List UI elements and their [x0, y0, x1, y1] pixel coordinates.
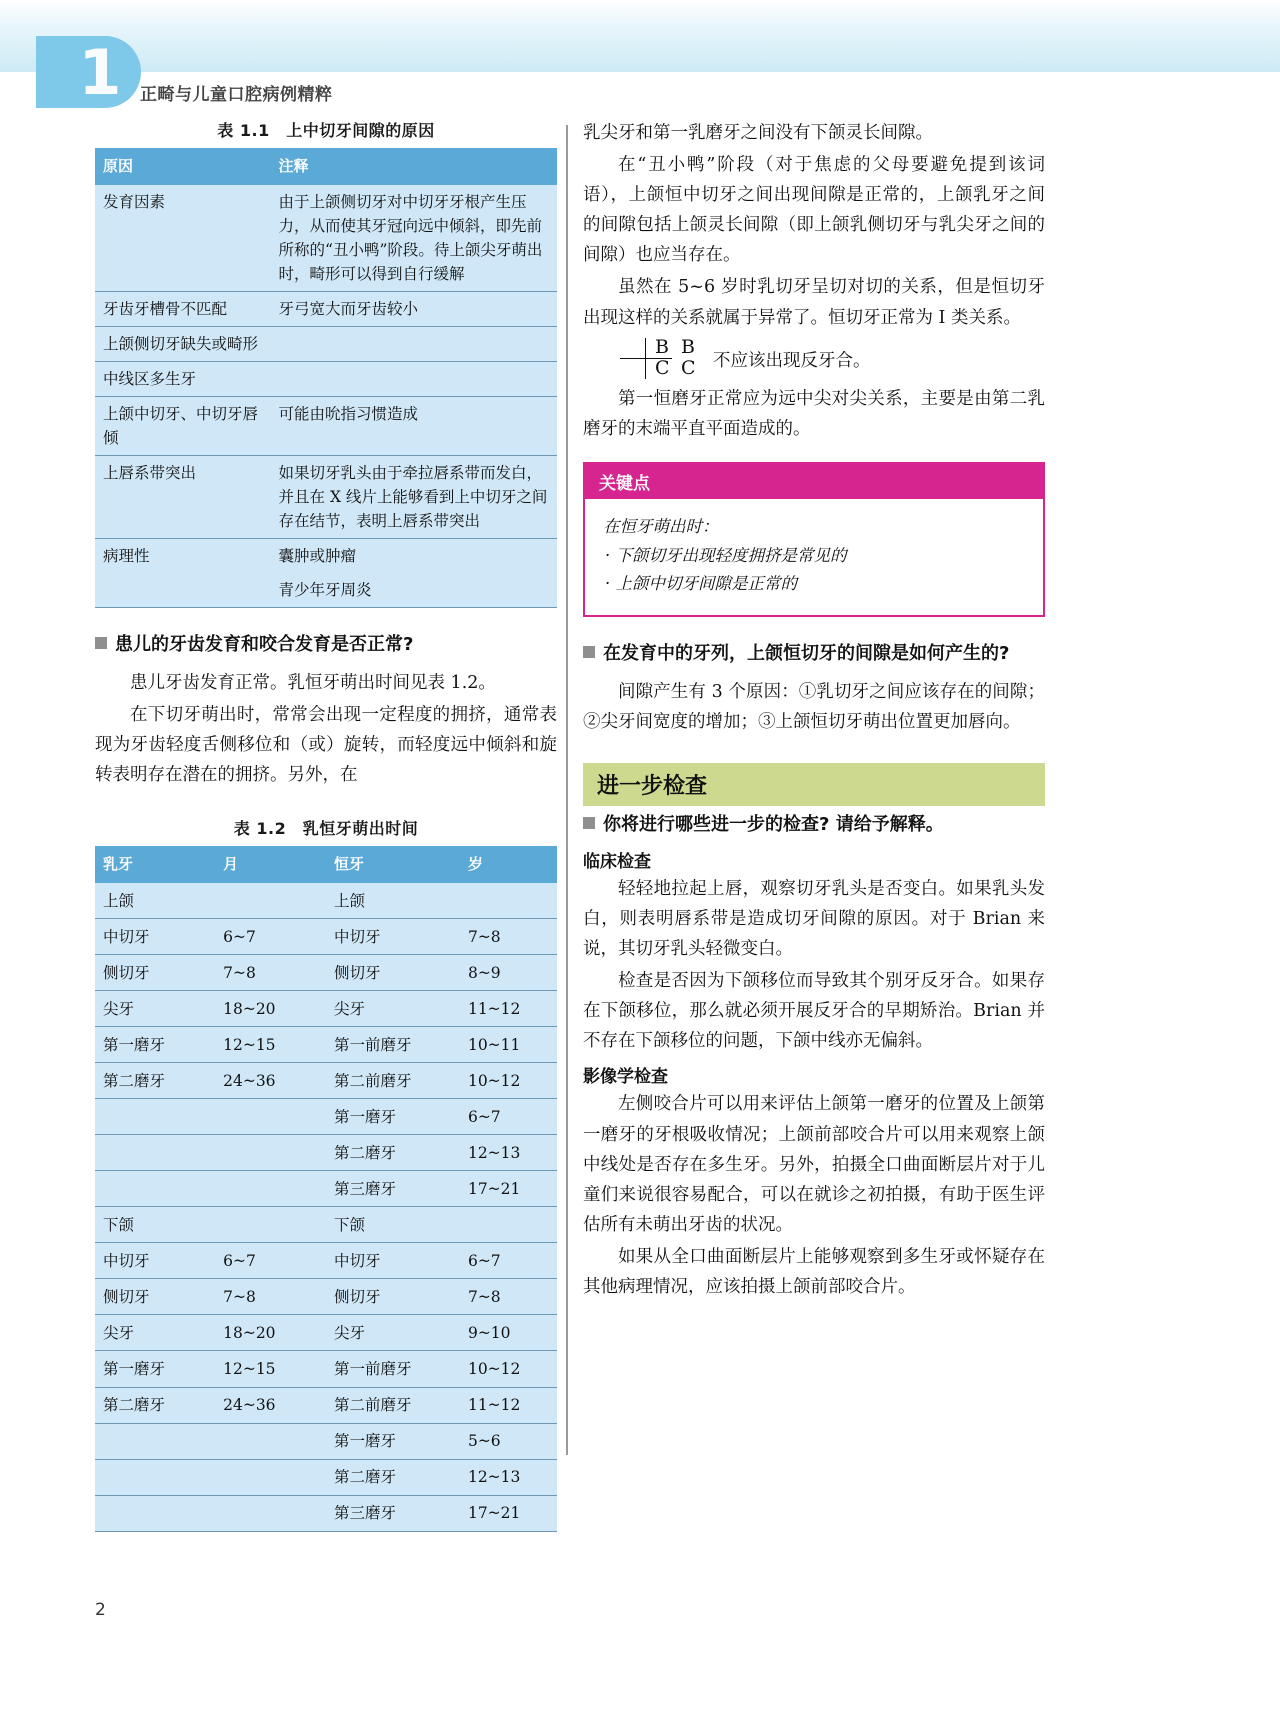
table-row: [95, 1207, 557, 1243]
cell-cause: 病理性: [95, 539, 271, 574]
cell-years: 10~12: [460, 1351, 557, 1387]
table-row: [95, 1171, 557, 1207]
cell-permanent-tooth: 第二磨牙: [326, 1135, 460, 1171]
cell-primary-tooth: [95, 1171, 215, 1207]
notation-bottom-row: [620, 356, 696, 379]
cell-cause: 中线区多生牙: [95, 362, 271, 397]
column-header-primary-tooth: 乳牙: [95, 846, 215, 883]
cell-primary-tooth: 第二磨牙: [95, 1387, 215, 1423]
cell-years: 10~12: [460, 1063, 557, 1099]
cell-permanent-tooth: 第二磨牙: [326, 1459, 460, 1495]
table-1-2-caption: 表 1.2 乳恒牙萌出时间: [233, 819, 419, 839]
left-column: [95, 118, 557, 1532]
cell-permanent-tooth: 第三磨牙: [326, 1171, 460, 1207]
table-row: [95, 1135, 557, 1171]
table-row: [95, 292, 557, 327]
paragraph: 在“丑小鸭”阶段（对于焦虑的父母要避免提到该词语），上颌恒中切牙之间出现间隙是正常的，上颌乳牙之间的间隙包括上颌灵长间隙（即上颌乳侧切牙与乳尖牙之间的间隙）也应当存在。: [583, 155, 1045, 266]
cell-months: 18~20: [215, 991, 326, 1027]
table-1-2: [95, 846, 557, 1532]
question-heading-1-text: 患儿的牙齿发育和咬合发育是否正常?: [115, 634, 414, 656]
cell-note: 囊肿或肿瘤: [271, 539, 557, 574]
table-row: [95, 883, 557, 919]
table-row: [95, 919, 557, 955]
cell-years: 7~8: [460, 919, 557, 955]
notation-lower-right: C: [646, 358, 672, 379]
table-row: [95, 327, 557, 362]
cell-permanent-tooth: 第一前磨牙: [326, 1351, 460, 1387]
cell-primary-tooth: 中切牙: [95, 1243, 215, 1279]
question-heading-3: [583, 812, 1045, 837]
paragraph: 患儿牙齿发育正常。乳恒牙萌出时间见表 1.2。: [130, 672, 496, 693]
cell-primary-tooth: [95, 1099, 215, 1135]
key-points-item: · 下颌切牙出现轻度拥挤是常见的: [605, 545, 847, 565]
table-row: [95, 991, 557, 1027]
cell-permanent-tooth: 尖牙: [326, 1315, 460, 1351]
cell-years: 17~21: [460, 1171, 557, 1207]
table-row: [95, 1459, 557, 1495]
cell-years: 8~9: [460, 955, 557, 991]
cell-permanent-tooth: 第一前磨牙: [326, 1027, 460, 1063]
cell-permanent-tooth: 侧切牙: [326, 955, 460, 991]
table-row: [95, 955, 557, 991]
square-bullet-icon: [95, 637, 107, 649]
cell-permanent-tooth: 下颌: [326, 1207, 460, 1243]
question-heading-2-text: 在发育中的牙列，上颌恒切牙的间隙是如何产生的?: [603, 643, 1010, 665]
cell-months: 24~36: [215, 1387, 326, 1423]
notation-upper-left: B: [620, 338, 646, 358]
cell-permanent-tooth: 第三磨牙: [326, 1495, 460, 1531]
running-head: 正畸与儿童口腔病例精粹: [140, 85, 333, 105]
cell-primary-tooth: 下颌: [95, 1207, 215, 1243]
column-header-cause: 原因: [95, 148, 271, 185]
table-row: [95, 573, 557, 608]
table-row: [95, 1099, 557, 1135]
cell-years: 10~11: [460, 1027, 557, 1063]
cell-months: [215, 1135, 326, 1171]
cell-years: [460, 1207, 557, 1243]
cell-primary-tooth: [95, 1423, 215, 1459]
cell-note: 可能由吮指习惯造成: [271, 397, 557, 456]
cell-years: 6~7: [460, 1243, 557, 1279]
cell-permanent-tooth: 第一磨牙: [326, 1423, 460, 1459]
paragraph: 第一恒磨牙正常应为远中尖对尖关系，主要是由第二乳磨牙的末端平直平面造成的。: [583, 388, 1045, 439]
table-row: [95, 1315, 557, 1351]
table-1-1: [95, 148, 557, 608]
table-row: [95, 1243, 557, 1279]
column-divider: [566, 125, 568, 1455]
cell-note: 如果切牙乳头由于牵拉唇系带而发白，并且在 X 线片上能够看到上中切牙之间存在结节，表明上唇系带突出: [271, 456, 557, 539]
cell-primary-tooth: 第一磨牙: [95, 1351, 215, 1387]
cell-months: 7~8: [215, 1279, 326, 1315]
cell-months: [215, 1459, 326, 1495]
cell-cause: 上唇系带突出: [95, 456, 271, 539]
cell-cause: 上颌中切牙、中切牙唇倾: [95, 397, 271, 456]
cell-years: 11~12: [460, 1387, 557, 1423]
column-header-permanent-tooth: 恒牙: [326, 846, 460, 883]
cell-primary-tooth: 侧切牙: [95, 1279, 215, 1315]
cell-years: 7~8: [460, 1279, 557, 1315]
cell-years: 12~13: [460, 1135, 557, 1171]
table-row: [95, 1279, 557, 1315]
table-row: [95, 1063, 557, 1099]
cell-primary-tooth: 尖牙: [95, 1315, 215, 1351]
table-header-row: [95, 148, 557, 185]
cell-years: 12~13: [460, 1459, 557, 1495]
cell-years: 11~12: [460, 991, 557, 1027]
cell-note: [271, 362, 557, 397]
cell-primary-tooth: 中切牙: [95, 919, 215, 955]
cell-permanent-tooth: 中切牙: [326, 1243, 460, 1279]
cell-months: [215, 1099, 326, 1135]
cell-primary-tooth: 尖牙: [95, 991, 215, 1027]
paragraph: 在下切牙萌出时，常常会出现一定程度的拥挤，通常表现为牙齿轻度舌侧移位和（或）旋转，而轻度远中倾斜和旋转表明存在潜在的拥挤。另外，在: [95, 704, 557, 785]
cell-cause: [95, 573, 271, 608]
cell-months: 7~8: [215, 955, 326, 991]
question-heading-3-text: 你将进行哪些进一步的检查? 请给予解释。: [603, 813, 944, 835]
paragraph: 检查是否因为下颌移位而导致其个别牙反牙合。如果存在下颌移位，那么就必须开展反牙合的早期矫治。Brian 并不存在下颌移位的问题，下颌中线亦无偏斜。: [583, 971, 1045, 1052]
cell-note: 由于上颌侧切牙对中切牙牙根产生压力，从而使其牙冠向远中倾斜，即先前所称的“丑小鸭”阶段。待上颌尖牙萌出时，畸形可以得到自行缓解: [278, 193, 543, 284]
dental-notation-line: [583, 335, 1045, 380]
cell-permanent-tooth: 第二前磨牙: [326, 1387, 460, 1423]
column-header-years: 岁: [460, 846, 557, 883]
column-header-months: 月: [215, 846, 326, 883]
key-points-intro: 在恒牙萌出时：: [603, 516, 719, 536]
cell-note: 牙弓宽大而牙齿较小: [271, 292, 557, 327]
section-header-further-examination: 进一步检查: [583, 763, 1045, 806]
table-row: [95, 1351, 557, 1387]
cell-months: [215, 883, 326, 919]
cell-primary-tooth: 上颌: [103, 891, 135, 910]
subheading-imaging-examination: 影像学检查: [583, 1067, 668, 1088]
cell-permanent-tooth: 第一磨牙: [326, 1099, 460, 1135]
paragraph: 间隙产生有 3 个原因：①乳切牙之间应该存在的间隙；②尖牙间宽度的增加；③上颌恒切牙萌出位置更加唇向。: [583, 681, 1045, 732]
cell-primary-tooth: [95, 1135, 215, 1171]
cell-permanent-tooth: 尖牙: [326, 991, 460, 1027]
cell-primary-tooth: 侧切牙: [95, 955, 215, 991]
cell-cause: 上颌侧切牙缺失或畸形: [95, 327, 271, 362]
cell-months: 6~7: [215, 1243, 326, 1279]
table-1-1-caption: 表 1.1 上中切牙间隙的原因: [217, 121, 435, 140]
cell-permanent-tooth: 第二前磨牙: [326, 1063, 460, 1099]
cell-months: 12~15: [215, 1027, 326, 1063]
cell-cause: 牙齿牙槽骨不匹配: [95, 292, 271, 327]
table-row: [95, 1027, 557, 1063]
dental-quadrant-notation-icon: [620, 335, 696, 379]
cell-primary-tooth: 第二磨牙: [95, 1063, 215, 1099]
right-column: [583, 118, 1045, 1304]
key-points-item: · 上颌中切牙间隙是正常的: [605, 574, 797, 594]
cell-primary-tooth: [95, 1459, 215, 1495]
table-row: [95, 1495, 557, 1531]
cell-months: [215, 1171, 326, 1207]
paragraph: 虽然在 5~6 岁时乳切牙呈切对切的关系，但是恒切牙出现这样的关系就属于异常了。恒切牙正常为 I 类关系。: [583, 277, 1045, 328]
page-header-band: [0, 0, 1280, 72]
notation-top-row: [620, 335, 695, 358]
page-number: 2: [95, 1600, 106, 1620]
cell-permanent-tooth: 上颌: [333, 891, 365, 910]
column-header-note: 注释: [271, 148, 557, 185]
cell-months: [215, 1495, 326, 1531]
paragraph: 左侧咬合片可以用来评估上颌第一磨牙的位置及上颌第一磨牙的牙根吸收情况；上颌前部咬合片可以用来观察上颌中线处是否存在多生牙。另外，拍摄全口曲面断层片对于儿童们来说很容易配合，可以在就诊之初拍摄，有助于医生评估所有未萌出牙齿的状况。: [583, 1094, 1045, 1235]
cell-months: [215, 1423, 326, 1459]
key-points-title: 关键点: [585, 464, 1043, 499]
notation-upper-right: B: [681, 335, 695, 358]
cell-note: [271, 327, 557, 362]
cell-months: [215, 1207, 326, 1243]
table-row: [95, 1387, 557, 1423]
cell-months: 24~36: [215, 1063, 326, 1099]
question-heading-2: [583, 641, 1045, 666]
notation-lower-left: C: [620, 358, 646, 379]
cell-months: 18~20: [215, 1315, 326, 1351]
cell-months: 6~7: [215, 919, 326, 955]
table-row: [95, 362, 557, 397]
cell-cause: 发育因素: [103, 193, 166, 212]
square-bullet-icon: [583, 646, 595, 658]
cell-permanent-tooth: 中切牙: [326, 919, 460, 955]
table-header-row: [95, 846, 557, 883]
square-bullet-icon: [583, 817, 595, 829]
paragraph: 乳尖牙和第一乳磨牙之间没有下颌灵长间隙。: [583, 123, 933, 143]
cell-years: 17~21: [460, 1495, 557, 1531]
cell-years: [460, 883, 557, 919]
cell-note: 青少年牙周炎: [271, 573, 557, 608]
table-row: [95, 539, 557, 574]
table-row: [95, 1423, 557, 1459]
table-row: [95, 456, 557, 539]
table-row: [95, 397, 557, 456]
paragraph: 如果从全口曲面断层片上能够观察到多生牙或怀疑存在其他病理情况，应该拍摄上颌前部咬合片。: [583, 1246, 1045, 1298]
table-row: [95, 185, 557, 292]
cell-primary-tooth: [95, 1495, 215, 1531]
question-heading-1: [95, 632, 557, 657]
paragraph: 轻轻地拉起上唇，观察切牙乳头是否变白。如果乳头发白，则表明唇系带是造成切牙间隙的原因。对于 Brian 来说，其切牙乳头轻微变白。: [583, 878, 1045, 960]
cell-years: 6~7: [460, 1099, 557, 1135]
chapter-number: 1: [78, 36, 122, 109]
cell-years: 9~10: [460, 1315, 557, 1351]
dental-notation-trailing-text: 不应该出现反牙合。: [713, 350, 871, 371]
cell-months: 12~15: [215, 1351, 326, 1387]
cell-years: 5~6: [460, 1423, 557, 1459]
key-points-body: [585, 499, 1043, 616]
cell-permanent-tooth: 侧切牙: [326, 1279, 460, 1315]
key-points-box: [583, 462, 1045, 618]
cell-primary-tooth: 第一磨牙: [95, 1027, 215, 1063]
subheading-clinical-examination: 临床检查: [583, 851, 651, 872]
